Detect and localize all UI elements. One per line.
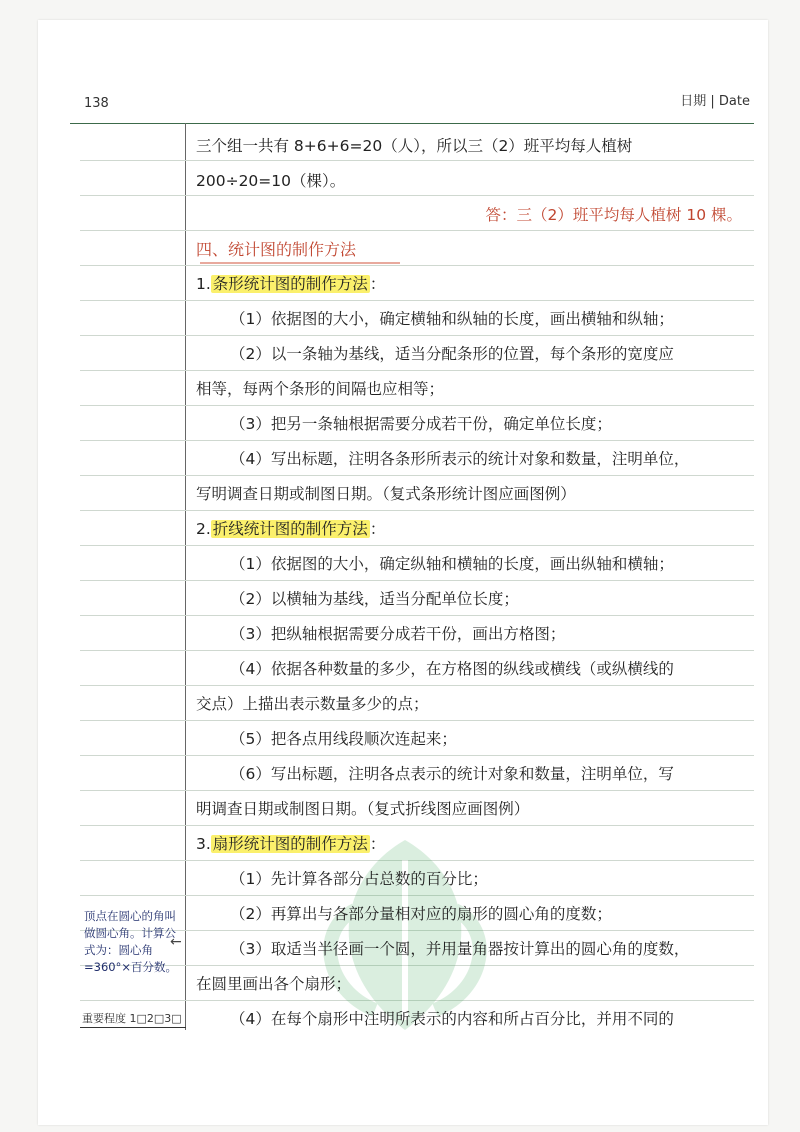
heading-number: 2. [196,520,211,538]
text-line: 在圆里画出各个扇形； [196,975,352,993]
text-line: 三个组一共有 8+6+6=20（人），所以三（2）班平均每人植树 [196,137,633,155]
arrow-left-icon: ← [170,934,182,950]
heading-highlight: 条形统计图的制作方法 [212,275,368,293]
text-line: 交点）上描出表示数量多少的点； [196,695,429,713]
heading-number: 3. [196,835,211,853]
subsection-heading [196,519,750,539]
heading-colon: ： [369,835,386,853]
heading-colon: ： [369,520,386,538]
text-line: （3）把另一条轴根据需要分成若干份，确定单位长度； [230,415,612,433]
text-line: （1）依据图的大小，确定横轴和纵轴的长度，画出横轴和纵轴； [230,310,674,328]
text-line: （6）写出标题，注明各点表示的统计对象和数量，注明单位，写 [230,765,674,783]
margin-line [185,123,186,1030]
ruled-line [80,580,754,581]
side-note: 顶点在圆心的角叫做圆心角。计算公式为：圆心角=360°×百分数。 [84,909,177,974]
text-line: 明调查日期或制图日期。（复式折线图应画图例） [196,800,530,818]
ruled-line [80,685,754,686]
importance-rule [80,1027,186,1028]
ruled-line [80,195,754,196]
ruled-line [80,545,754,546]
ruled-line [80,755,754,756]
ruled-line [80,475,754,476]
header-rule [70,123,754,124]
text-line: 相等，每两个条形的间隔也应相等； [196,380,445,398]
text-line: （2）以一条轴为基线，适当分配条形的位置，每个条形的宽度应 [230,345,674,363]
section-underline [200,262,400,264]
heading-highlight: 折线统计图的制作方法 [212,520,368,538]
ruled-line [80,790,754,791]
ruled-line [80,300,754,301]
subsection-heading [196,274,750,294]
text-line: （4）在每个扇形中注明所表示的内容和所占百分比，并用不同的 [230,1010,674,1028]
section-title: 四、统计图的制作方法 [196,240,357,259]
ruled-line [80,405,754,406]
answer-line: 答：三（2）班平均每人植树 10 棵。 [485,206,742,224]
text-line: （1）依据图的大小，确定纵轴和横轴的长度，画出纵轴和横轴； [230,555,674,573]
text-line: （5）把各点用线段顺次连起来； [230,730,457,748]
date-label: 日期 | Date [680,94,750,109]
ruled-line [80,230,754,231]
importance-rating: 重要程度 1□2□3□ [82,1012,182,1025]
ruled-line [80,370,754,371]
ruled-line [80,335,754,336]
page-number: 138 [84,96,109,111]
text-line: 200÷20=10（棵）。 [196,172,346,190]
ruled-line [80,440,754,441]
text-line: （3）取适当半径画一个圆，并用量角器按计算出的圆心角的度数， [230,940,690,958]
ruled-line [80,615,754,616]
ruled-line [80,650,754,651]
text-line: （3）把纵轴根据需要分成若干份，画出方格图； [230,625,566,643]
text-line: （2）以横轴为基线，适当分配单位长度； [230,590,519,608]
ruled-line [80,510,754,511]
text-line: （4）写出标题，注明各条形所表示的统计对象和数量，注明单位， [230,450,690,468]
ruled-line [80,265,754,266]
text-line: （2）再算出与各部分量相对应的扇形的圆心角的度数； [230,905,612,923]
subsection-heading [196,834,750,854]
text-line: （1）先计算各部分占总数的百分比； [230,870,488,888]
text-line: 写明调查日期或制图日期。（复式条形统计图应画图例） [196,485,576,503]
text-line: （4）依据各种数量的多少，在方格图的纵线或横线（或纵横线的 [230,660,674,678]
heading-highlight: 扇形统计图的制作方法 [212,835,368,853]
heading-number: 1. [196,275,211,293]
heading-colon: ： [369,275,386,293]
ruled-line [80,160,754,161]
ruled-line [80,720,754,721]
